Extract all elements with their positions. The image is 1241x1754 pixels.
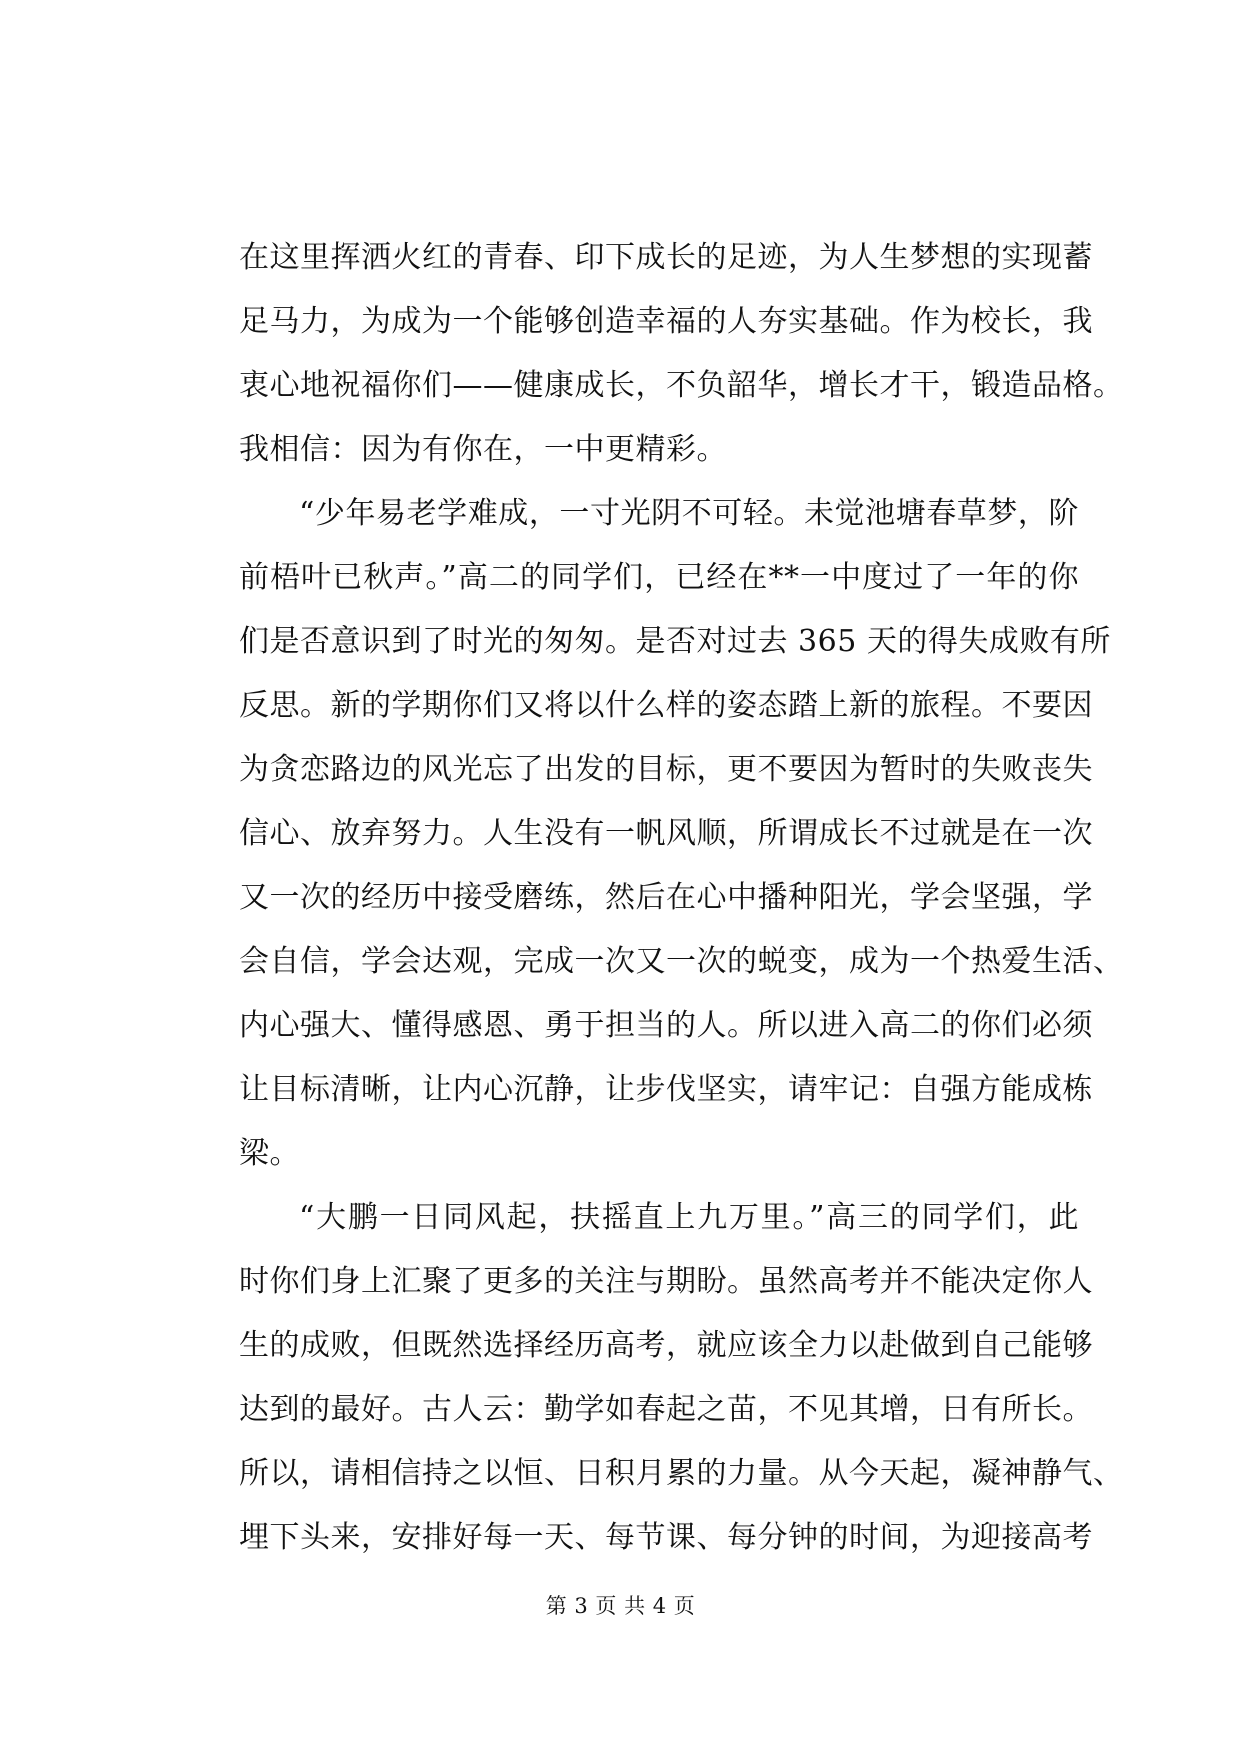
text-line: 衷心地祝福你们——健康成长，不负韶华，增长才干，锻造品格。	[239, 368, 1124, 403]
text-line: 们是否意识到了时光的匆匆。是否对过去 365 天的得失成败有所	[239, 624, 1111, 659]
text-line: 为贪恋路边的风光忘了出发的目标，更不要因为暂时的失败丧失	[239, 752, 1093, 787]
text-line: 在这里挥洒火红的青春、印下成长的足迹，为人生梦想的实现蓄	[239, 240, 1093, 275]
text-line: 我相信：因为有你在，一中更精彩。	[239, 432, 727, 467]
text-line: 埋下头来，安排好每一天、每节课、每分钟的时间，为迎接高考	[239, 1520, 1093, 1555]
text-line: 生的成败，但既然选择经历高考，就应该全力以赴做到自己能够	[239, 1328, 1093, 1363]
text-line: 梁。	[239, 1136, 300, 1171]
body-text	[239, 226, 1124, 1570]
text-line: 会自信，学会达观，完成一次又一次的蜕变，成为一个热爱生活、	[239, 944, 1124, 979]
text-line: 内心强大、懂得感恩、勇于担当的人。所以进入高二的你们必须	[239, 1008, 1093, 1043]
text-line: 反思。新的学期你们又将以什么样的姿态踏上新的旅程。不要因	[239, 688, 1093, 723]
text-line: 又一次的经历中接受磨练，然后在心中播种阳光，学会坚强，学	[239, 880, 1093, 915]
text-line: 足马力，为成为一个能够创造幸福的人夯实基础。作为校长，我	[239, 304, 1093, 339]
text-line: 前梧叶已秋声。”高二的同学们，已经在**一中度过了一年的你	[239, 560, 1079, 595]
text-line: 达到的最好。古人云：勤学如春起之苗，不见其增，日有所长。	[239, 1392, 1093, 1427]
text-line: 时你们身上汇聚了更多的关注与期盼。虽然高考并不能决定你人	[239, 1264, 1093, 1299]
text-line: 所以，请相信持之以恒、日积月累的力量。从今天起，凝神静气、	[239, 1456, 1124, 1491]
text-line: 让目标清晰，让内心沉静，让步伐坚实，请牢记：自强方能成栋	[239, 1072, 1093, 1107]
text-line: 信心、放弃努力。人生没有一帆风顺，所谓成长不过就是在一次	[239, 816, 1093, 851]
paragraph-first-line: “少年易老学难成，一寸光阴不可轻。未觉池塘春草梦，阶	[299, 496, 1079, 531]
page-footer: 第 3 页 共 4 页	[545, 1594, 696, 1618]
paragraph-first-line: “大鹏一日同风起，扶摇直上九万里。”高三的同学们，此	[299, 1200, 1079, 1235]
